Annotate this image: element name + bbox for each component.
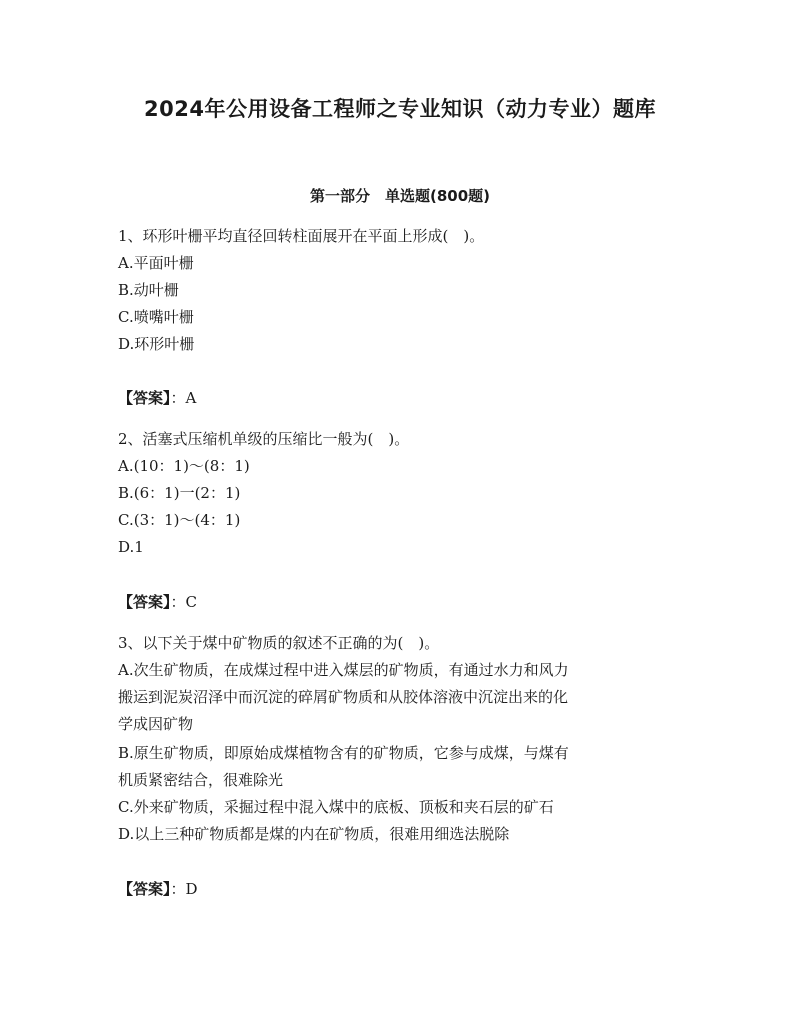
- question-3-option-line: A.次生矿物质，在成煤过程中进入煤层的矿物质，有通过水力和风力: [118, 661, 569, 679]
- question-3-option-line: 学成因矿物: [118, 715, 194, 733]
- answer-value: ：D: [170, 880, 198, 898]
- answer-label: 【答案】: [118, 593, 171, 611]
- question-3-option-line: B.原生矿物质，即原始成煤植物含有的矿物质，它参与成煤，与煤有: [118, 744, 569, 762]
- question-1-option-b: B.动叶栅: [118, 281, 179, 299]
- question-2-option-d: D.1: [118, 538, 144, 556]
- question-3-option-line: D.以上三种矿物质都是煤的内在矿物质，很难用细选法脱除: [118, 825, 510, 843]
- answer-label: 【答案】: [118, 389, 171, 407]
- question-3-answer: [118, 876, 688, 902]
- question-3-option-line: 机质紧密结合，很难除光: [118, 771, 284, 789]
- question-3-stem: 3、以下关于煤中矿物质的叙述不正确的为( )。: [118, 634, 440, 652]
- question-2-answer: [118, 589, 688, 615]
- answer-label: 【答案】: [118, 880, 171, 898]
- question-1-stem: 1、环形叶栅平均直径回转柱面展开在平面上形成( )。: [118, 227, 485, 245]
- question-2-option-b: B.(6：1)一(2：1): [118, 484, 241, 502]
- question-3-option-line: 搬运到泥炭沼泽中而沉淀的碎屑矿物质和从胶体溶液中沉淀出来的化: [118, 688, 569, 706]
- question-1-answer: [118, 385, 688, 411]
- question-1-option-d: D.环形叶栅: [118, 335, 195, 353]
- question-1-option-c: C.喷嘴叶栅: [118, 308, 194, 326]
- question-2-stem: 2、活塞式压缩机单级的压缩比一般为( )。: [118, 430, 410, 448]
- question-2-option-a: A.(10：1)～(8：1): [118, 457, 250, 475]
- document-title: 2024年公用设备工程师之专业知识（动力专业）题库: [144, 97, 656, 121]
- answer-value: ：A: [170, 389, 197, 407]
- section-heading: 第一部分 单选题(800题): [309, 187, 491, 205]
- question-2-option-c: C.(3：1)～(4：1): [118, 511, 241, 529]
- answer-value: ：C: [170, 593, 197, 611]
- question-3-option-line: C.外来矿物质，采掘过程中混入煤中的底板、顶板和夹石层的矿石: [118, 798, 554, 816]
- question-1-option-a: A.平面叶栅: [118, 254, 194, 272]
